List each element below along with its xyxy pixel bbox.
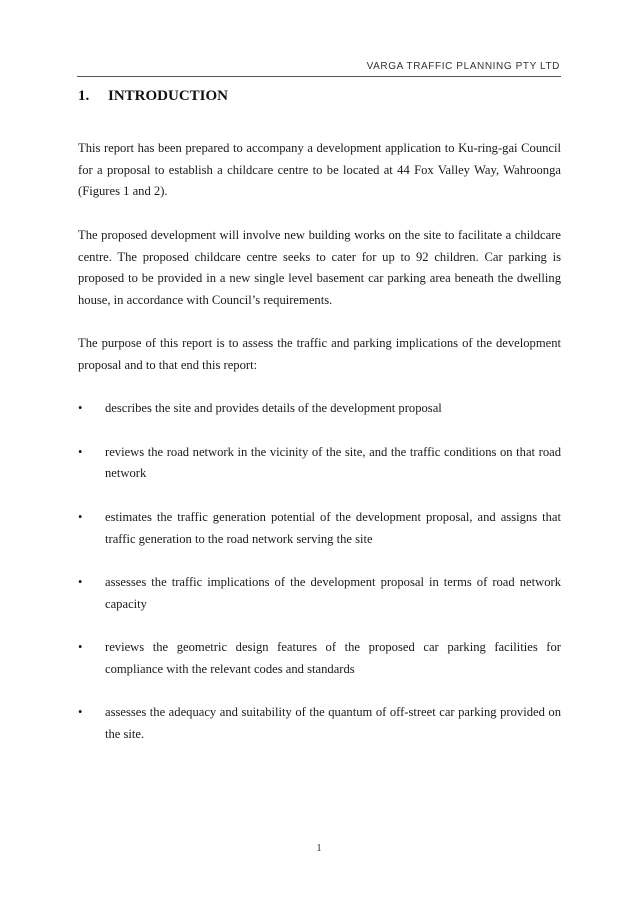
list-item — [78, 702, 561, 745]
list-item — [78, 637, 561, 680]
list-item-text: reviews the geometric design features of the proposed car parking facilities for compliance with the relevant codes and standards — [105, 640, 561, 676]
list-item-text: describes the site and provides details of the development proposal — [105, 401, 442, 416]
development-paragraph: The proposed development will involve new building works on the site to facilitate a childcare centre. The proposed childcare centre seeks to cater for up to 92 children. Car parking is proposed to be provided in a new single level basement car parking area beneath the dwelling house, in accordance with Council’s requirements. — [78, 227, 561, 307]
list-item — [78, 507, 561, 550]
page-number: 1 — [316, 842, 322, 854]
header-divider — [77, 76, 561, 77]
bullet-icon: • — [78, 574, 83, 589]
list-item — [78, 442, 561, 485]
document-header: VARGA TRAFFIC PLANNING PTY LTD — [366, 61, 560, 72]
bullet-icon: • — [78, 640, 83, 655]
report-scope-list — [78, 398, 561, 745]
intro-paragraph: This report has been prepared to accompany a development application to Ku-ring-gai Council for a proposal to establish a childcare centre to be located at 44 Fox Valley Way, Wahroonga (Figures 1 and 2). — [78, 141, 561, 199]
list-item-text: reviews the road network in the vicinity of the site, and the traffic conditions on that road network — [105, 444, 561, 481]
section-title: INTRODUCTION — [108, 88, 229, 104]
list-item-text: assesses the adequacy and suitability of the quantum of off-street car parking provided on the site. — [105, 705, 561, 741]
section-heading — [78, 88, 228, 105]
list-item-text: assesses the traffic implications of the development proposal in terms of road network capacity — [105, 574, 561, 611]
purpose-paragraph: The purpose of this report is to assess the traffic and parking implications of the development proposal and to that end this report: — [78, 336, 561, 372]
list-item — [78, 572, 561, 615]
list-item — [78, 398, 561, 420]
bullet-icon: • — [78, 401, 83, 416]
list-item-text: estimates the traffic generation potential of the development proposal, and assigns that traffic generation to the road network serving the site — [105, 509, 561, 546]
bullet-icon: • — [78, 509, 83, 524]
section-number: 1. — [78, 88, 90, 104]
body-text — [78, 138, 561, 767]
bullet-icon: • — [78, 444, 83, 459]
bullet-icon: • — [78, 705, 83, 720]
